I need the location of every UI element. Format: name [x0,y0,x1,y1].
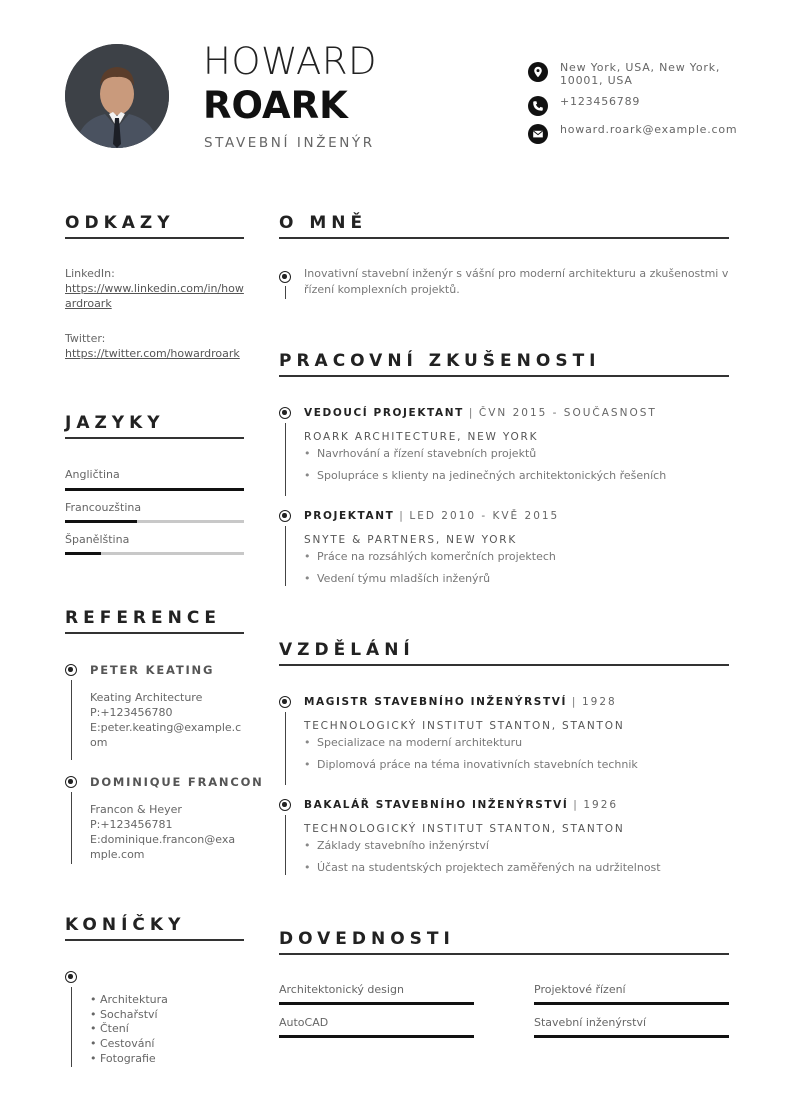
skills-divider [279,953,729,955]
phone-text: +123456789 [560,95,641,108]
job-title: STAVEBNÍ INŽENÝR [204,135,375,151]
skill-bar [279,1035,474,1038]
experience-heading: PRACOVNÍ ZKUŠENOSTI [279,351,601,371]
languages-divider [65,437,244,439]
skill-name: Stavební inženýrství [534,1016,647,1029]
twitter-label: Twitter: [65,332,106,345]
about-text: Inovativní stavební inženýr s vášní pro moderní architekturu a zkušenostmi v řízení komplexních projektů. [304,267,729,296]
job-date: LED 2010 - KVĚ 2015 [409,510,560,522]
links-divider [65,237,244,239]
reference-name: PETER KEATING [90,663,215,677]
location-pin-icon [528,62,548,82]
education-year: 1926 [583,799,619,811]
references-divider [65,632,244,634]
skills-heading: DOVEDNOSTI [279,929,455,949]
school: TECHNOLOGICKÝ INSTITUT STANTON, STANTON [304,720,625,732]
hobby-item: • Fotografie [90,1052,156,1065]
language-name: Francouzština [65,501,142,514]
education-header [304,696,617,708]
about-divider [279,237,729,239]
language-level-fill [65,552,101,555]
reference-email: E:dominique.francon@example.com [90,833,236,861]
reference-name: DOMINIQUE FRANCON [90,775,264,789]
contact-email [528,124,737,144]
skill-name: Architektonický design [279,983,404,996]
job-date: ČVN 2015 - SOUČASNOST [478,407,657,419]
reference-company: Keating Architecture [90,691,203,704]
timeline-line [285,286,286,299]
job-header [304,407,657,419]
linkedin-label: LinkedIn: [65,267,115,280]
timeline-line [71,680,72,760]
contact-phone [528,96,640,116]
timeline-dot [65,664,77,676]
education-bullet: • Základy stavebního inženýrství [304,839,489,852]
separator: | [394,510,410,522]
reference-email: E:peter.keating@example.com [90,721,242,749]
experience-divider [279,375,729,377]
contact-address [528,62,730,87]
education-header [304,799,618,811]
job-bullet: • Vedení týmu mladších inženýrů [304,572,490,585]
education-divider [279,664,729,666]
skill-bar [534,1002,729,1005]
job-role: VEDOUCÍ PROJEKTANT [304,407,464,419]
degree: BAKALÁŘ STAVEBNÍHO INŽENÝRSTVÍ [304,799,569,811]
reference-company: Francon & Heyer [90,803,182,816]
timeline-dot [279,510,291,522]
language-name: Angličtina [65,468,120,481]
language-level-bar [65,520,244,523]
timeline-dot [279,407,291,419]
hobby-item: • Architektura [90,993,168,1006]
school: TECHNOLOGICKÝ INSTITUT STANTON, STANTON [304,823,625,835]
timeline-line [285,423,286,496]
timeline-line [285,526,286,586]
job-bullet: • Navrhování a řízení stavebních projektů [304,447,536,460]
reference-phone: P:+123456780 [90,706,173,719]
job-header [304,510,559,522]
job-bullet: • Práce na rozsáhlých komerčních projektech [304,550,556,563]
hobbies-heading: KONÍČKY [65,915,186,935]
job-role: PROJEKTANT [304,510,395,522]
last-name: ROARK [203,84,348,127]
skill-bar [534,1035,729,1038]
skill-bar [279,1002,474,1005]
timeline-line [71,987,72,1067]
education-bullet: • Diplomová práce na téma inovativních stavebních technik [304,758,638,771]
education-heading: VZDĚLÁNÍ [279,640,415,660]
profile-photo [65,44,169,148]
linkedin-link[interactable]: https://www.linkedin.com/in/howardroark [65,282,244,310]
hobby-item: • Cestování [90,1037,155,1050]
separator: | [568,799,584,811]
job-company: SNYTE & PARTNERS, NEW YORK [304,534,518,546]
hobby-item: • Čtení [90,1022,129,1035]
job-bullet: • Spolupráce s klienty na jedinečných architektonických řešeních [304,469,666,482]
first-name: HOWARD [203,40,378,83]
phone-icon [528,96,548,116]
reference-phone: P:+123456781 [90,818,173,831]
address-text: New York, USA, New York, 10001, USA [560,61,721,87]
timeline-line [71,792,72,864]
language-name: Španělština [65,533,130,546]
email-text: howard.roark@example.com [560,123,738,136]
education-bullet: • Účast na studentských projektech zaměřených na udržitelnost [304,861,661,874]
job-company: ROARK ARCHITECTURE, NEW YORK [304,431,539,443]
timeline-dot [65,776,77,788]
degree: MAGISTR STAVEBNÍHO INŽENÝRSTVÍ [304,696,567,708]
language-level-fill [65,488,244,491]
timeline-line [285,712,286,785]
references-heading: REFERENCE [65,608,221,628]
hobby-item: • Sochařství [90,1008,158,1021]
separator: | [566,696,582,708]
twitter-link[interactable]: https://twitter.com/howardroark [65,347,240,360]
envelope-icon [528,124,548,144]
hobbies-divider [65,939,244,941]
languages-heading: JAZYKY [65,413,165,433]
skill-name: AutoCAD [279,1016,329,1029]
timeline-dot [279,799,291,811]
separator: | [463,407,479,419]
timeline-dot [65,971,77,983]
education-bullet: • Specializace na moderní architekturu [304,736,522,749]
language-level-bar [65,488,244,491]
timeline-line [285,815,286,875]
language-level-fill [65,520,137,523]
timeline-dot [279,271,291,283]
timeline-dot [279,696,291,708]
about-heading: O MNĚ [279,213,368,233]
language-level-bar [65,552,244,555]
skill-name: Projektové řízení [534,983,626,996]
links-heading: ODKAZY [65,213,175,233]
education-year: 1928 [581,696,617,708]
